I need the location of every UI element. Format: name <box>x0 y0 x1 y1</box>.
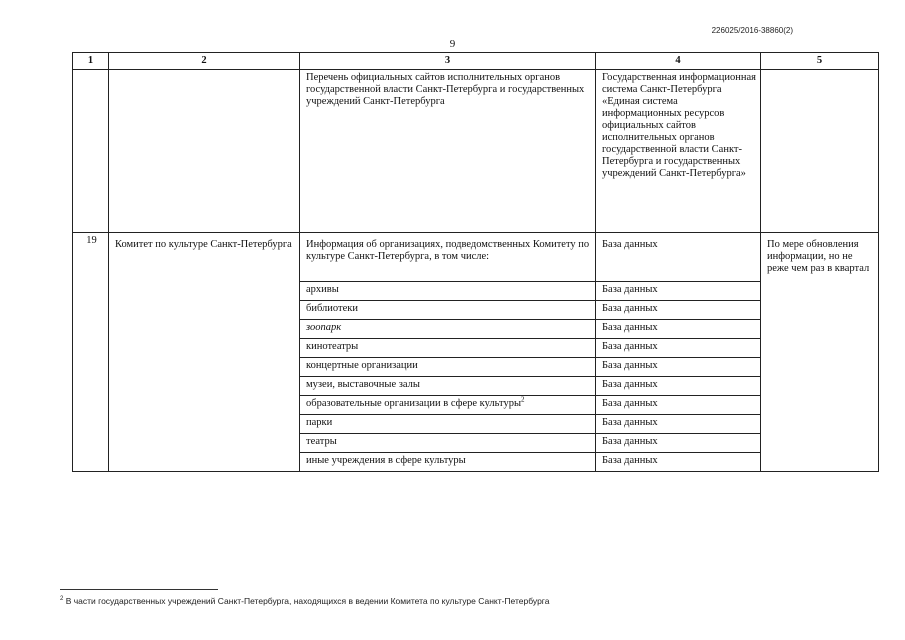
data-table <box>72 52 879 472</box>
subitem-source: База данных <box>596 339 761 358</box>
information-cell: Перечень официальных сайтов исполнительных органов государственной власти Санкт-Петербурга и государственных учреждений Санкт-Петербурга <box>300 70 596 233</box>
table-row <box>73 233 879 282</box>
footnote-reference: 2 <box>521 395 525 404</box>
subitem-label-with-footnote <box>300 396 596 415</box>
subitem-label: иные учреждения в сфере культуры <box>300 453 596 472</box>
subitem-source: База данных <box>596 396 761 415</box>
period-cell: По мере обновления информации, но не реже чем раз в квартал <box>761 233 879 472</box>
subitem-label: концертные организации <box>300 358 596 377</box>
subitem-source: База данных <box>596 377 761 396</box>
subitem-label: музеи, выставочные залы <box>300 377 596 396</box>
subitem-label: театры <box>300 434 596 453</box>
subitem-label: зоопарк <box>300 320 596 339</box>
column-header: 5 <box>761 53 879 70</box>
organization-cell <box>109 70 300 233</box>
subitem-label: образовательные организации в сфере культуры <box>306 398 522 409</box>
footnote <box>60 596 549 606</box>
column-header: 1 <box>73 53 109 70</box>
information-cell: Информация об организациях, подведомственных Комитету по культуре Санкт-Петербурга, в том числе: <box>300 233 596 282</box>
subitem-source: База данных <box>596 282 761 301</box>
period-cell <box>761 70 879 233</box>
page-number: 9 <box>449 38 456 50</box>
column-header: 2 <box>109 53 300 70</box>
table-row <box>73 70 879 233</box>
subitem-source: База данных <box>596 415 761 434</box>
source-cell: Государственная информационная система Санкт-Петербурга «Единая система информационных ресурсов официальных сайтов исполнительных органов государственной власти Санкт-Петербурга и государственных учреждений Санкт-Петербурга» <box>596 70 761 233</box>
column-header: 3 <box>300 53 596 70</box>
subitem-label: парки <box>300 415 596 434</box>
source-cell: База данных <box>596 233 761 282</box>
subitem-source: База данных <box>596 301 761 320</box>
row-number-cell: 19 <box>73 233 109 472</box>
footnote-text: В части государственных учреждений Санкт-Петербурга, находящихся в ведении Комитета по культуре Санкт-Петербурга <box>65 596 550 606</box>
subitem-label: библиотеки <box>300 301 596 320</box>
document-id: 226025/2016-38860(2) <box>711 26 793 35</box>
footnote-divider <box>60 589 218 590</box>
subitem-label: кинотеатры <box>300 339 596 358</box>
subitem-source: База данных <box>596 320 761 339</box>
subitem-source: База данных <box>596 358 761 377</box>
footnote-mark: 2 <box>60 596 64 603</box>
row-number-cell <box>73 70 109 233</box>
column-header: 4 <box>596 53 761 70</box>
subitem-source: База данных <box>596 434 761 453</box>
organization-cell: Комитет по культуре Санкт-Петербурга <box>109 233 300 472</box>
table-header-row <box>73 53 879 70</box>
subitem-label: архивы <box>300 282 596 301</box>
subitem-source: База данных <box>596 453 761 472</box>
